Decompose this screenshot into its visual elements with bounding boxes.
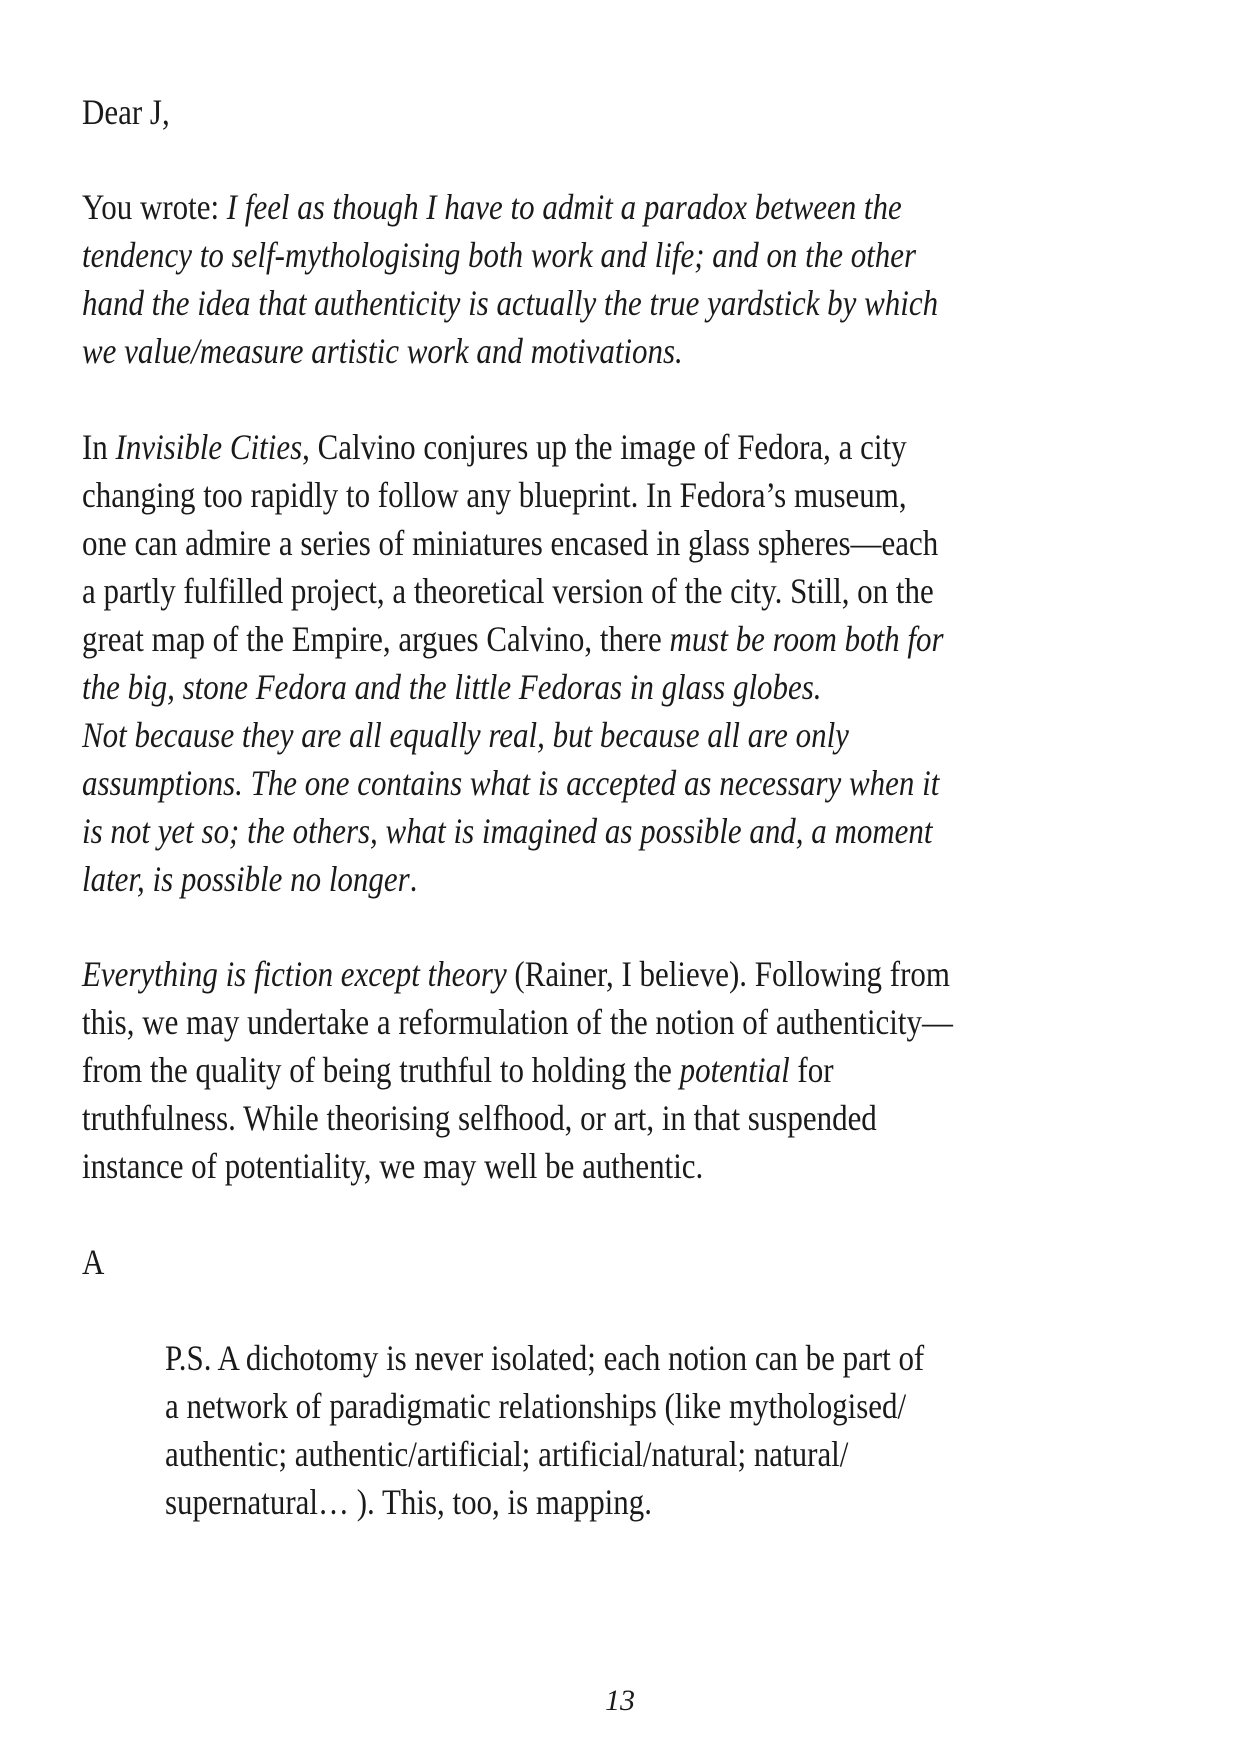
text: a network of paradigmatic relationships (like mythologised/ [165, 1386, 907, 1426]
text: for [789, 1050, 834, 1090]
text-line [82, 950, 953, 998]
italic-text: later, is possible no longer [82, 859, 410, 899]
italic-text: I feel as though I have to admit a paradox between the [226, 187, 902, 227]
italic-text: hand the idea that authenticity is actually the true yardstick by which [82, 283, 939, 323]
text-line [82, 1046, 953, 1094]
text-line [82, 759, 944, 807]
text-line [82, 519, 944, 567]
italic-text: Not because they are all equally real, but because all are only [82, 715, 849, 755]
italic-text: Everything is fiction except theory [82, 954, 507, 994]
italic-text: potential [679, 1050, 790, 1090]
text: one can admire a series of miniatures encased in glass spheres—each [82, 523, 939, 563]
paragraph-invisible-cities [82, 423, 1084, 903]
paragraph-quote [82, 183, 1077, 375]
text: Dear J, [82, 92, 170, 132]
signature [82, 1238, 108, 1286]
text-line [165, 1430, 924, 1478]
text-line [165, 1478, 924, 1526]
text-line [82, 711, 944, 759]
text: You wrote: [82, 187, 227, 227]
text: truthfulness. While theorising selfhood, or art, in that suspended [82, 1098, 877, 1138]
text-line [82, 1142, 953, 1190]
salutation [82, 88, 184, 136]
text-line [82, 471, 944, 519]
text: this, we may undertake a reformulation of the notion of authenticity— [82, 1002, 953, 1042]
text-line [82, 567, 944, 615]
text-line [82, 1238, 104, 1286]
text: changing too rapidly to follow any blueprint. In Fedora’s museum, [82, 475, 907, 515]
text: P.S. A dichotomy is never isolated; each notion can be part of [165, 1338, 925, 1378]
text-line [82, 88, 170, 136]
italic-text: we value/measure artistic work and motivations. [82, 331, 683, 371]
italic-text: assumptions. The one contains what is accepted as necessary when it [82, 763, 940, 803]
text-line [82, 1094, 953, 1142]
text: instance of potentiality, we may well be authentic. [82, 1146, 704, 1186]
text: great map of the Empire, argues Calvino, there [82, 619, 670, 659]
text: authentic; authentic/artificial; artificial/natural; natural/ [165, 1434, 849, 1474]
text: A [82, 1242, 105, 1282]
italic-text: Invisible Cities [115, 427, 303, 467]
postscript [165, 1334, 1048, 1526]
text: In [82, 427, 116, 467]
text: , Calvino conjures up the image of Fedora, a city [302, 427, 907, 467]
text-line [82, 855, 944, 903]
text-line [82, 183, 938, 231]
italic-text: must be room both for [669, 619, 944, 659]
text: . [409, 859, 418, 899]
text-line [82, 279, 938, 327]
italic-text: tendency to self-mythologising both work and life; and on the other [82, 235, 917, 275]
text: (Rainer, I believe). Following from [506, 954, 950, 994]
text: a partly fulfilled project, a theoretical version of the city. Still, on the [82, 571, 934, 611]
italic-text: is not yet so; the others, what is imagined as possible and, a moment [82, 811, 933, 851]
text: supernatural… ). This, too, is mapping. [165, 1482, 652, 1522]
italic-text: the big, stone Fedora and the little Fedoras in glass globes. [82, 667, 822, 707]
text-line [82, 998, 953, 1046]
text-line [165, 1382, 924, 1430]
page-number: 13 [605, 1684, 635, 1717]
paragraph-authenticity [82, 950, 1095, 1190]
text-line [82, 327, 938, 375]
text-line [165, 1334, 924, 1382]
text-line [82, 231, 938, 279]
text-line [82, 615, 944, 663]
text-line [82, 807, 944, 855]
text-line [82, 663, 944, 711]
text-line [82, 423, 944, 471]
text: from the quality of being truthful to holding the [82, 1050, 680, 1090]
